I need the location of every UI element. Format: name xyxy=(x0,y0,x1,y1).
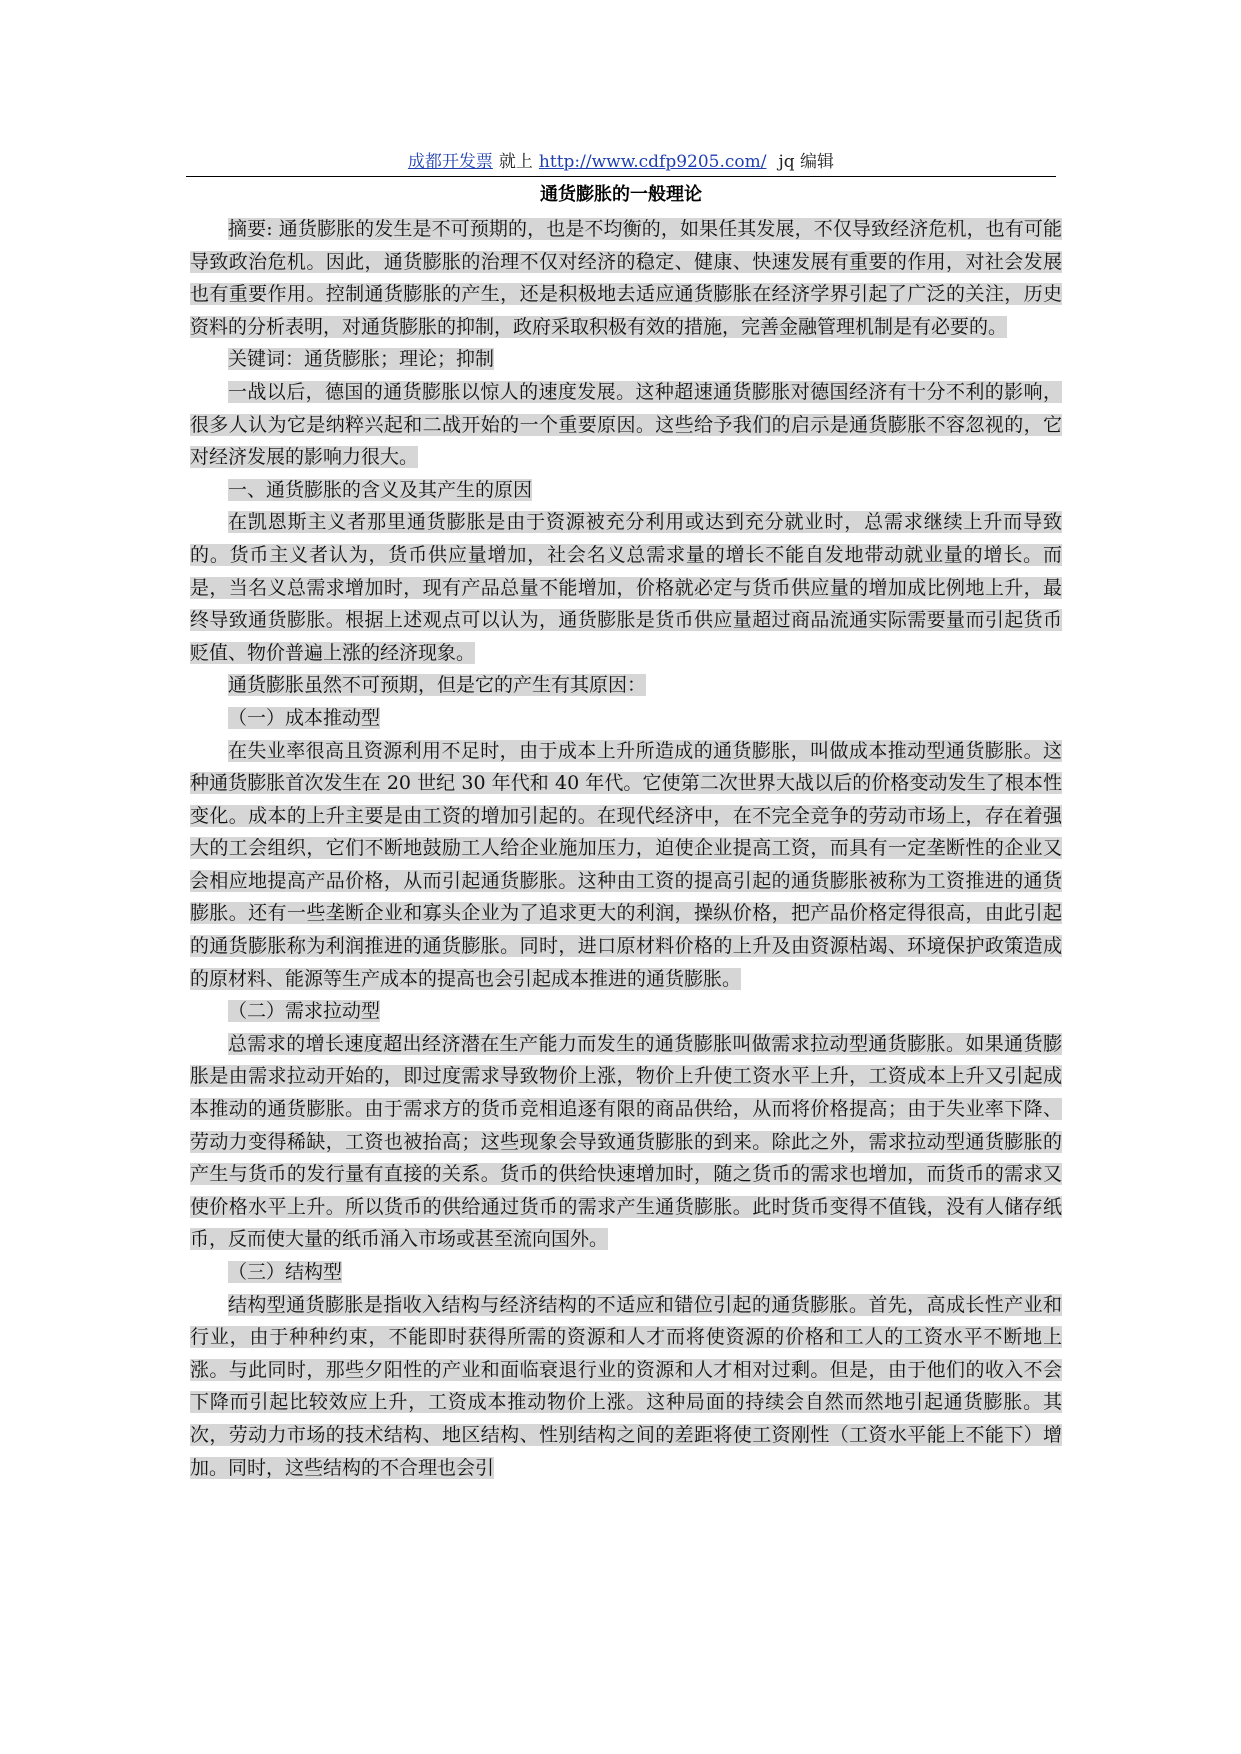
document-body xyxy=(190,213,1062,1484)
keywords-paragraph xyxy=(190,343,1062,376)
paragraph-text: 结构型通货膨胀是指收入结构与经济结构的不适应和错位引起的通货膨胀。首先，高成长性产业和行业，由于种种约束，不能即时获得所需的资源和人才而将使资源的价格和工人的工资水平不断地上涨。与此同时，那些夕阳性的产业和面临衰退行业的资源和人才相对过剩。但是，由于他们的收入不会下降而引起比较效应上升，工资成本推动物价上涨。这种局面的持续会自然而然地引起通货膨胀。其次，劳动力市场的技术结构、地区结构、性别结构之间的差距将使工资刚性（工资水平能上不能下）增加。同时，这些结构的不合理也会引 xyxy=(190,1293,1062,1479)
intro-paragraph xyxy=(190,376,1062,474)
header-middle-text: 就上 xyxy=(498,152,533,172)
body-paragraph xyxy=(190,506,1062,669)
header-editor-text: jq 编辑 xyxy=(778,152,835,172)
subsection-heading xyxy=(190,995,1062,1028)
site-name-link[interactable]: 成都开发票 xyxy=(407,152,493,172)
header-rule xyxy=(186,176,1056,177)
paragraph-text: （二）需求拉动型 xyxy=(228,1000,381,1023)
subsection-heading xyxy=(190,702,1062,735)
paragraph-text: （三）结构型 xyxy=(228,1261,343,1283)
paragraph-text: 关键词：通货膨胀；理论；抑制 xyxy=(228,348,495,371)
body-paragraph xyxy=(190,1289,1062,1485)
paragraph-text: 摘要: 通货膨胀的发生是不可预期的，也是不均衡的，如果任其发展，不仅导致经济危机，也有可能导致政治危机。因此，通货膨胀的治理不仅对经济的稳定、健康、快速发展有重要的作用，对社会发展也有重要作用。控制通货膨胀的产生，还是积极地去适应通货膨胀在经济学界引起了广泛的关注，历史资料的分析表明，对通货膨胀的抑制，政府采取积极有效的措施，完善金融管理机制是有必要的。 xyxy=(190,218,1062,338)
paragraph-text: 一、通货膨胀的含义及其产生的原因 xyxy=(228,478,533,501)
paragraph-text: 在凯恩斯主义者那里通货膨胀是由于资源被充分利用或达到充分就业时，总需求继续上升而导致的。货币主义者认为，货币供应量增加，社会名义总需求量的增长不能自发地带动就业量的增长。而是，当名义总需求增加时，现有产品总量不能增加，价格就必定与货币供应量的增加成比例地上升，最终导致通货膨胀。根据上述观点可以认为，通货膨胀是货币供应量超过商品流通实际需要量而引起货币贬值、物价普遍上涨的经济现象。 xyxy=(190,511,1062,664)
site-url-link[interactable]: http://www.cdfp9205.com/ xyxy=(538,152,767,172)
body-paragraph xyxy=(190,1028,1062,1256)
paragraph-text: 通货膨胀虽然不可预期，但是它的产生有其原因： xyxy=(228,674,647,697)
body-paragraph xyxy=(190,669,1062,702)
paragraph-text: 在失业率很高且资源利用不足时，由于成本上升所造成的通货膨胀，叫做成本推动型通货膨胀。这种通货膨胀首次发生在 20 世纪 30 年代和 40 年代。它使第二次世界大战以后的价格变动发生了根本性变化。成本的上升主要是由工资的增加引起的。在现代经济中，在不完全竞争的劳动市场上，存在着强大的工会组织，它们不断地鼓励工人给企业施加压力，迫使企业提高工资，而具有一定垄断性的企业又会相应地提高产品价格，从而引起通货膨胀。这种由工资的提高引起的通货膨胀被称为工资推进的通货膨胀。还有一些垄断企业和寡头企业为了追求更大的利润，操纵价格，把产品价格定得很高，由此引起的通货膨胀称为利润推进的通货膨胀。同时，进口原材料价格的上升及由资源枯竭、环境保护政策造成的原材料、能源等生产成本的提高也会引起成本推进的通货膨胀。 xyxy=(190,739,1062,990)
paragraph-text: （一）成本推动型 xyxy=(228,706,381,729)
paragraph-text: 总需求的增长速度超出经济潜在生产能力而发生的通货膨胀叫做需求拉动型通货膨胀。如果通货膨胀是由需求拉动开始的，即过度需求导致物价上涨，物价上升使工资水平上升，工资成本上升又引起成本推动的通货膨胀。由于需求方的货币竞相追逐有限的商品供给，从而将价格提高；由于失业率下降、劳动力变得稀缺，工资也被抬高；这些现象会导致通货膨胀的到来。除此之外，需求拉动型通货膨胀的产生与货币的发行量有直接的关系。货币的供给快速增加时，随之货币的需求也增加，而货币的需求又使价格水平上升。所以货币的供给通过货币的需求产生通货膨胀。此时货币变得不值钱，没有人储存纸币，反而使大量的纸币涌入市场或甚至流向国外。 xyxy=(190,1032,1062,1251)
section-heading xyxy=(190,474,1062,507)
subsection-heading xyxy=(190,1256,1062,1289)
body-paragraph xyxy=(190,735,1062,996)
abstract-paragraph xyxy=(190,213,1062,343)
document-title: 通货膨胀的一般理论 xyxy=(540,184,702,205)
page-header xyxy=(186,149,1056,177)
paragraph-text: 一战以后，德国的通货膨胀以惊人的速度发展。这种超速通货膨胀对德国经济有十分不利的影响，很多人认为它是纳粹兴起和二战开始的一个重要原因。这些给予我们的启示是通货膨胀不容忽视的，它对经济发展的影响力很大。 xyxy=(190,380,1062,469)
